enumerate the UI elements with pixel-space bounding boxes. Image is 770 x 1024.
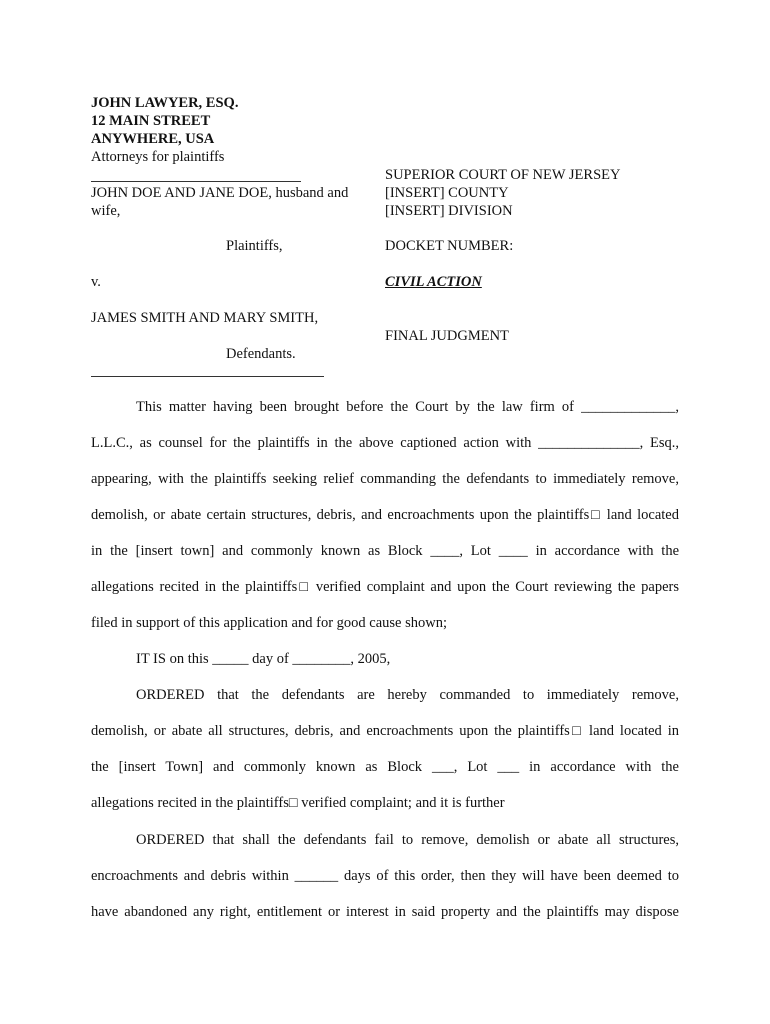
attorney-street: 12 MAIN STREET — [91, 113, 211, 129]
defendants-label: Defendants. — [226, 346, 296, 362]
paragraph-3-line-4: allegations recited in the plaintiffs□ verified complaint; and it is further — [91, 795, 505, 811]
paragraph-1-line-2: L.L.C., as counsel for the plaintiffs in the above captioned action with ______________, Esq., — [91, 435, 679, 451]
paragraph-1-line-3: appearing, with the plaintiffs seeking relief commanding the defendants to immediately remove, — [91, 471, 679, 487]
plaintiffs-names-line2: wife, — [91, 203, 121, 219]
court-division: [INSERT] DIVISION — [385, 203, 513, 219]
paragraph-4-line-3: have abandoned any right, entitlement or interest in said property and the plaintiffs may dispose — [91, 904, 679, 920]
versus-label: v. — [91, 274, 101, 290]
attorney-role: Attorneys for plaintiffs — [91, 149, 225, 165]
paragraph-1-line-7: filed in support of this application and for good cause shown; — [91, 615, 447, 631]
plaintiffs-label: Plaintiffs, — [226, 238, 283, 254]
court-county: [INSERT] COUNTY — [385, 185, 509, 201]
paragraph-1-line-1: This matter having been brought before the Court by the law firm of _____________, — [136, 399, 679, 415]
plaintiffs-names-line1: JOHN DOE AND JANE DOE, husband and — [91, 185, 349, 201]
caption-top-rule — [91, 181, 301, 182]
attorney-city: ANYWHERE, USA — [91, 131, 215, 147]
attorney-name: JOHN LAWYER, ESQ. — [91, 95, 239, 111]
paragraph-3-line-2: demolish, or abate all structures, debris, and encroachments upon the plaintiffs□ land located in — [91, 723, 679, 739]
paragraph-4-line-1: ORDERED that shall the defendants fail to remove, demolish or abate all structures, — [136, 832, 679, 848]
paragraph-1-line-5: in the [insert town] and commonly known as Block ____, Lot ____ in accordance with the — [91, 543, 679, 559]
civil-action-heading: CIVIL ACTION — [385, 274, 482, 290]
docket-number-label: DOCKET NUMBER: — [385, 238, 514, 254]
paragraph-3-line-3: the [insert Town] and commonly known as Block ___, Lot ___ in accordance with the — [91, 759, 679, 775]
caption-bottom-rule — [91, 376, 324, 377]
paragraph-2: IT IS on this _____ day of ________, 2005, — [136, 651, 391, 667]
paragraph-1-line-6: allegations recited in the plaintiffs□ verified complaint and upon the Court reviewing the papers — [91, 579, 679, 595]
defendants-names: JAMES SMITH AND MARY SMITH, — [91, 310, 319, 326]
court-name: SUPERIOR COURT OF NEW JERSEY — [385, 167, 621, 183]
paragraph-1-line-4: demolish, or abate certain structures, debris, and encroachments upon the plaintiffs□ land located — [91, 507, 679, 523]
paragraph-4-line-2: encroachments and debris within ______ days of this order, then they will have been deemed to — [91, 868, 679, 884]
document-title: FINAL JUDGMENT — [385, 328, 509, 344]
paragraph-3-line-1: ORDERED that the defendants are hereby commanded to immediately remove, — [136, 687, 679, 703]
